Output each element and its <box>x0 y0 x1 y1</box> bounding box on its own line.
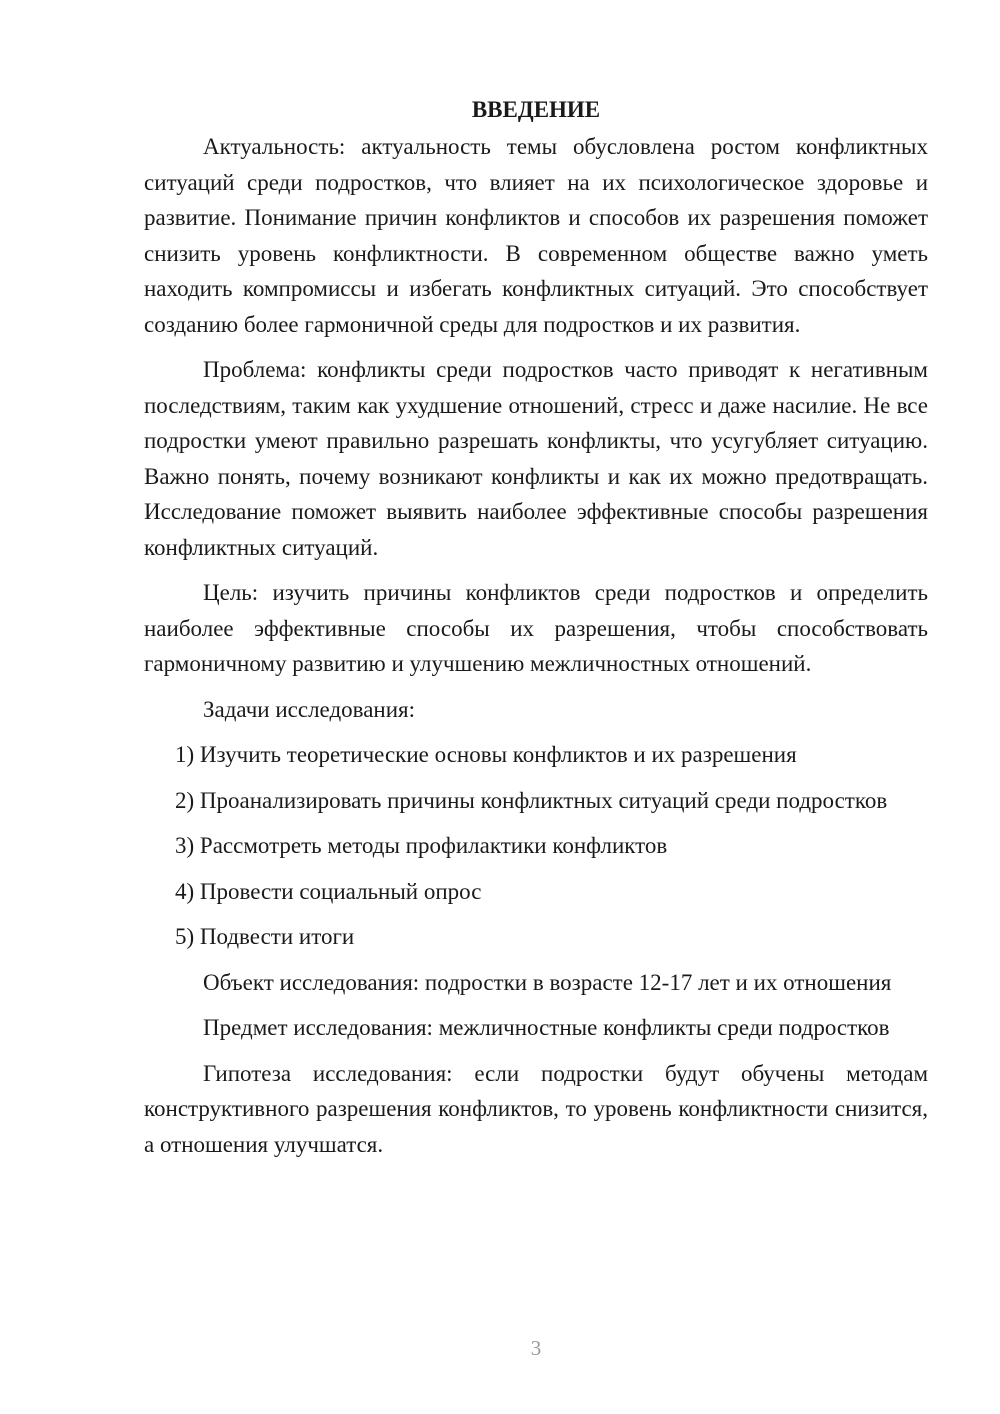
section-title: ВВЕДЕНИЕ <box>471 97 601 122</box>
tasks-heading: Задачи исследования: <box>203 696 416 722</box>
relevance-paragraph: Актуальность: актуальность темы обусловлена ростом конфликтных ситуаций среди подростков, что влияет на их психологическое здоровье и развитие. Понимание причин конфликтов и способов их разрешения поможет снизить уровень конфликтности. В современном обществе важно уметь находить компромиссы и избегать конфликтных ситуаций. Это способствует созданию более гармоничной среды для подростков и их развития. <box>144 134 928 337</box>
goal-paragraph: Цель: изучить причины конфликтов среди подростков и определить наиболее эффективные способы их разрешения, чтобы способствовать гармоничному развитию и улучшению межличностных отношений. <box>144 580 928 676</box>
problem-paragraph: Проблема: конфликты среди подростков часто приводят к негативным последствиям, таким как ухудшение отношений, стресс и даже насилие. Не все подростки умеют правильно разрешать конфликты, что усугубляет ситуацию. Важно понять, почему возникают конфликты и как их можно предотвращать. Исследование поможет выявить наиболее эффективные способы разрешения конфликтных ситуаций. <box>144 357 928 560</box>
page-number: 3 <box>530 1336 542 1360</box>
hypothesis-paragraph: Гипотеза исследования: если подростки будут обучены методам конструктивного разрешения конфликтов, то уровень конфликтности снизится, а отношения улучшатся. <box>144 1060 928 1157</box>
task-item-5: 5) Подвести итоги <box>175 924 355 949</box>
object-paragraph: Объект исследования: подростки в возрасте 12-17 лет и их отношения <box>203 969 892 995</box>
page-content <box>144 92 928 1172</box>
task-item-2: 2) Проанализировать причины конфликтных ситуаций среди подростков <box>175 787 888 813</box>
task-item-4: 4) Провести социальный опрос <box>175 878 482 904</box>
task-item-1: 1) Изучить теоретические основы конфликтов и их разрешения <box>175 742 797 767</box>
task-item-3: 3) Рассмотреть методы профилактики конфликтов <box>175 833 668 858</box>
subject-paragraph: Предмет исследования: межличностные конфликты среди подростков <box>203 1015 890 1040</box>
